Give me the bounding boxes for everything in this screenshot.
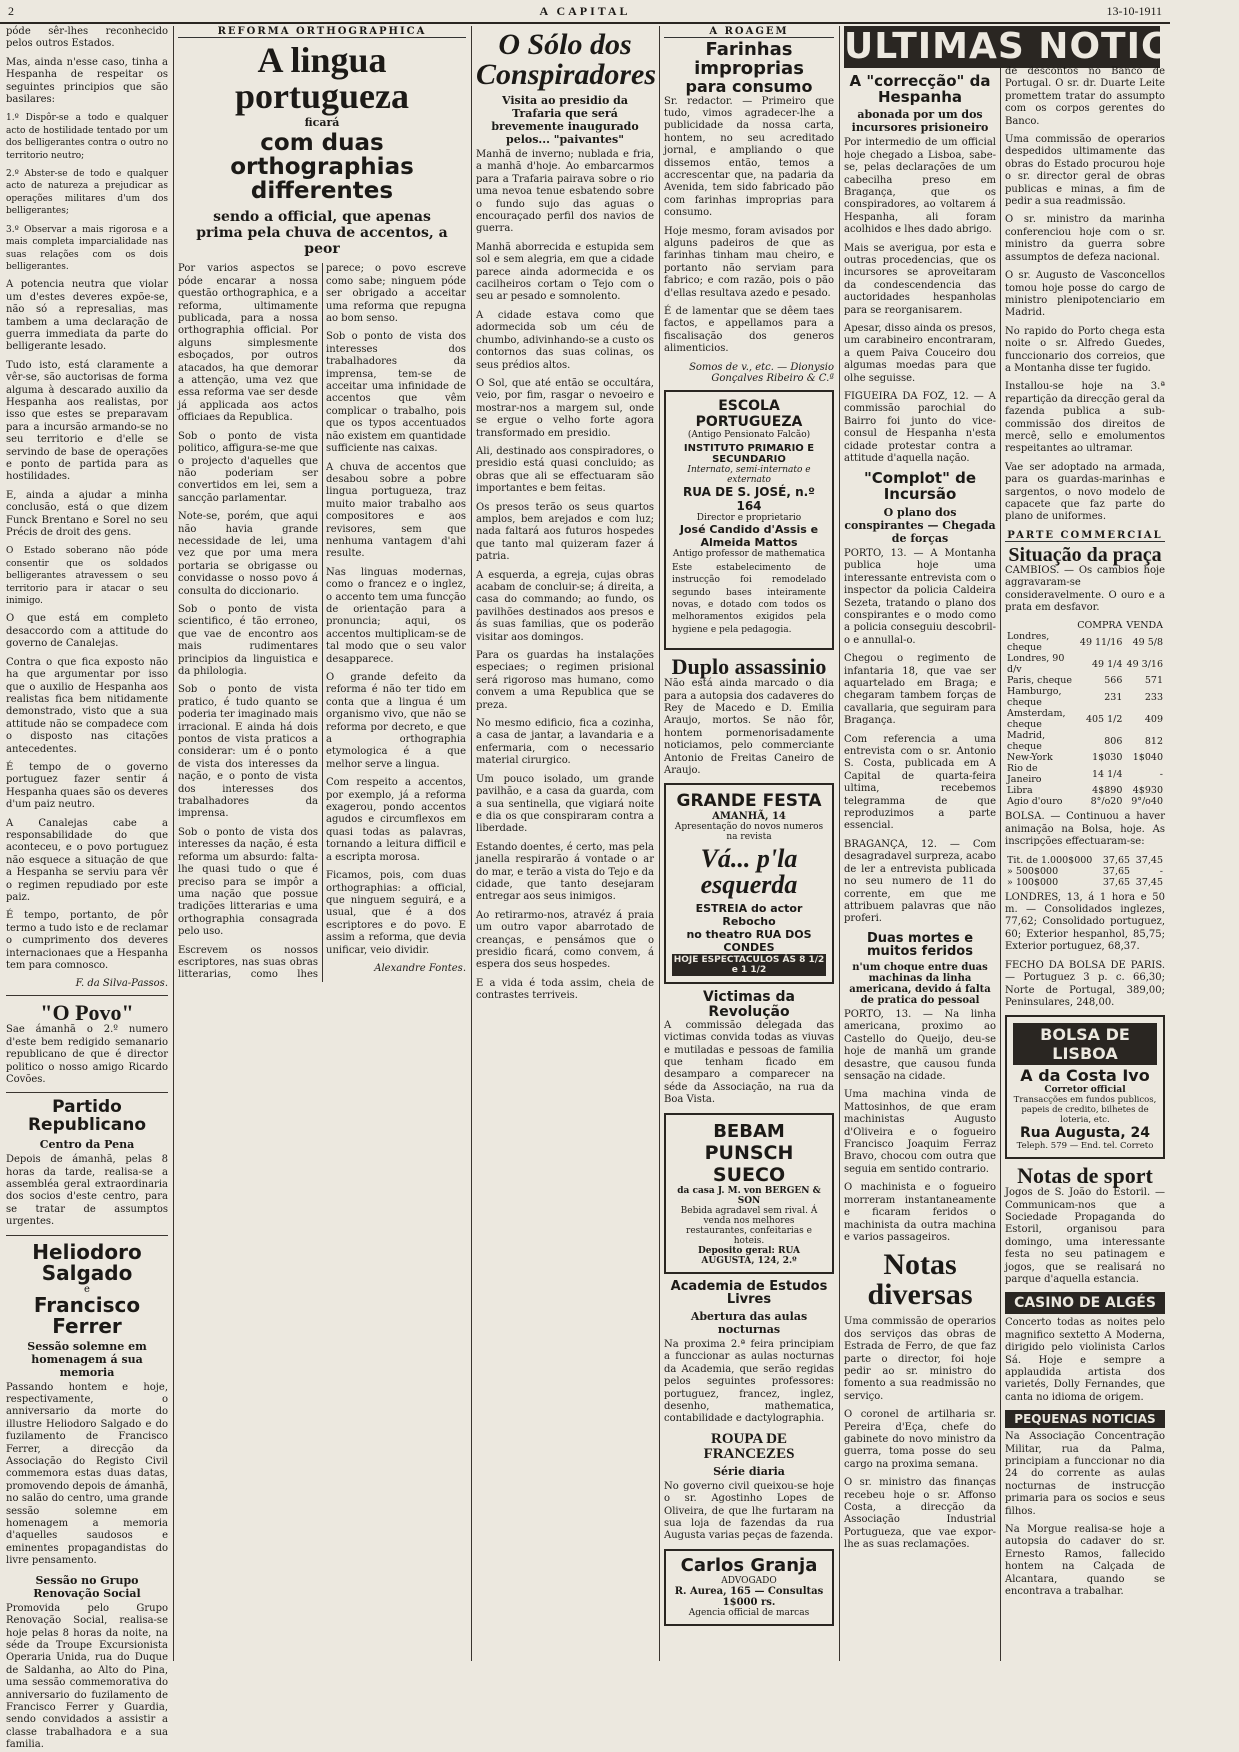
punsch-deposit: Deposito geral: RUA AUGUSTA, 124, 2.º — [697, 1245, 801, 1266]
article-text: A cidade estava como que adormecida sob um céu de chumbo, adivinhando-se a custo os contornos das suas colinas, os seus prédios altos. — [476, 309, 654, 371]
bebam-title: BEBAM — [713, 1120, 785, 1142]
escola-credential: Antigo professor de mathematica — [672, 548, 826, 559]
table-cell: 231 — [1104, 691, 1123, 703]
article-text: O coronel de artilharia sr. Pereira d'Eça, chefe do gabinete do novo ministro da guerra, toma posse do seu cargo na proxima semana. — [844, 1409, 996, 1470]
table-row — [1005, 855, 1165, 866]
column-1 — [6, 26, 168, 1751]
punsch-advert — [664, 1113, 834, 1274]
table-cell: 571 — [1144, 675, 1163, 687]
farinhas-headline-2: para consumo — [685, 76, 813, 96]
article-signature: Somos de v., etc. — Dionysio Gonçalves Ribeiro & C.ª — [689, 361, 834, 384]
table-cell: Paris, cheque — [1007, 675, 1073, 687]
ferrer-heading: Francisco Ferrer — [33, 1292, 141, 1338]
sport-headline: Notas de sport — [1017, 1163, 1153, 1189]
article-text: Ao retirarmo-nos, atravéz á praia um outro vapor abarrotado de creanças, e pensámos que o presidio ficará, como convem, á espera dos seus hospedes. — [476, 909, 654, 971]
article-text: No mesmo edificio, fica a cozinha, a casa de jantar, a lavandaria e a enfermaria, com o necessario material cirurgico. — [476, 718, 654, 767]
table-cell: 4$930 — [1132, 785, 1163, 797]
article-text: Manhã de inverno; nublada e fria, a manhã d'hoje. Ao embarcarmos para a Trafaria pairava sobre o rio uma nevoa tenue esbatendo sobre o fundo sujo das aguas o encouraçado perfil dos navios de guerra. — [476, 149, 654, 235]
article-text: Os presos terão os seus quartos amplos, bem arejados e com luz; nada faltará aos futuros hospedes que tanto mal quizeram fazer á patria. — [476, 501, 654, 563]
article-text: BOLSA. — Continuou a haver animação na Bolsa, hoje. As inscripções effectuaram-se: — [1005, 811, 1165, 848]
column-rule — [659, 26, 660, 1661]
article-text: É tempo, portanto, de pôr termo a tudo isto e de reclamar o cumprimento dos deveres internacionaes que a Hespanha tem para comnosco. — [6, 910, 168, 972]
article-text: 2.º Abster-se de todo e qualquer acto de natureza a prejudicar as operações militares d'um dos belligerantes; — [6, 169, 168, 217]
table-cell: Agio d'ouro — [1007, 796, 1063, 808]
article-text: Ali, destinado aos conspiradores, o presidio está quasi concluido; as obras que ali se effectuaram são importantes e bem feitas. — [476, 445, 654, 495]
article-text: No rapido do Porto chega esta noite o sr. Alfredo Guedes, funccionario dos correios, que a Montanha disse ter fugido. — [1005, 325, 1165, 374]
article-text: Installou-se hoje na 3.ª repartição da direcção geral da fazenda publica a sub-commissão dos direitos de mercê, sello e emolumentos respeitantes ao ultramar. — [1005, 381, 1165, 455]
correccao-headline: A "correcção" da Hespanha — [849, 71, 991, 106]
costa-telephone: Teleph. 579 — End. tel. Correto — [1016, 1141, 1154, 1152]
escola-text: Este estabelecimento de instrucção foi remodelado segundo bases inteiramente novas, e dotado com todos os melhoramentos exigidos pela hygiene e pela pedagogia. — [672, 562, 826, 635]
article-text: Mais se averigua, por esta e outras procedencias, que os incursores se aproveitaram da condescendencia das auctoridades hespanholas para se reorganisarem. — [844, 242, 996, 316]
article-text: No governo civil queixou-se hoje o sr. Agostinho Lopes de Oliveira, de que lhe furtaram na sua loja de fazendas da rua Augusta varias peças de fazenda. — [664, 1480, 834, 1542]
article-text: A Canalejas cabe a responsabilidade do que aconteceu, e o povo portuguez não esquece a situação de que a Hespanha se serviu para vêr o regimen repudiado por este paiz. — [6, 817, 168, 903]
article-text: Para os guardas ha instalações especiaes; o regimen prisional será rigoroso mas humano, como convem a uma Republica que se preza. — [476, 650, 654, 711]
situacao-headline: Situação da praça — [1008, 543, 1162, 566]
table-cell: 233 — [1144, 691, 1163, 703]
article-text: CAMBIOS. — Os cambios hoje aggravaram-se consideravelmente. O ouro e a prata em desfavor. — [1005, 564, 1165, 614]
column-4 — [664, 26, 834, 1661]
divider — [6, 1092, 168, 1093]
article-text: Por intermedio de um official hoje chegado a Lisboa, sabe-se, pelas declarações de um cabecilha preso em Bragança, que os conspiradores, ao voltarem á Hespanha, ali foram acolhidos e lhes dado abrigo. — [844, 137, 996, 236]
article-text: Não está ainda marcado o dia para a autopsia dos cadaveres do Rey de Macedo e D. Emilia Araujo, mortos. Se não fôr, hontem pormenorisadamente noticiamos, pelo commerciante Antonio de Freitas Caneiro de Araujo. — [664, 678, 834, 776]
table-cell: 8°/o20 — [1090, 796, 1123, 808]
article-text: A esquerda, a egreja, cujas obras acabam de concluir-se; á direita, a casa do commando; ao fundo, os pavilhões destinados aos presos e ás suas familias, que os poderão visitar aos domingos. — [476, 569, 654, 643]
table-cell: Londres, 90 d/v — [1007, 653, 1065, 676]
article-text: Um pouco isolado, um grande pavilhão, e a casa da guarda, com a sua sentinella, que vigiará noite e dia os que conspiraram contra a liberdade. — [476, 773, 654, 835]
victimas-headline: Victimas da Revolução — [703, 989, 795, 1021]
table-cell: 4$890 — [1092, 785, 1123, 797]
article-text: Sae ámanhã o 2.º numero d'este bem redigido semanario republicano de que é director politico o nosso amigo Ricardo Covões. — [6, 1024, 168, 1086]
homenagem-subheading: Sessão solemne em homenagem á sua memoria — [27, 1339, 147, 1379]
table-row — [1005, 796, 1165, 807]
column-3 — [476, 26, 657, 1661]
article-text: A chuva de accentos que desabou sobre a pobre lingua portugueza, traz muito maior trabalho aos compositores e aos revisores, sem que nenhuma vantagem d'ahi resulte. — [326, 461, 466, 560]
escola-institute: INSTITUTO PRIMARIO E SECUNDARIO — [683, 442, 815, 465]
article-text: O sr. ministro das finanças recebeu hoje o sr. Affonso Costa, a direcção da Associação Industrial Portugueza, que vae expor-lhe as suas reclamações. — [844, 1477, 996, 1551]
page-number: 2 — [8, 3, 14, 18]
article-text: LONDRES, 13, á 1 hora e 50 m. — Consolidados inglezes, 77,62; Consolidado portuguez, 60; Exterior hespanhol, 85,75; Exterior portuguez, 68,37. — [1005, 891, 1165, 953]
punsch-text: Bebida agradavel sem rival. Á venda nos melhores restaurantes, confeitarias e hoteis. — [680, 1205, 818, 1246]
article-text: Na Morgue realisa-se hoje a autopsia do cadaver do sr. Ernesto Ramos, fallecido hontem na Calçada de Alcantara, quando se encontrava a trabalhar. — [1005, 1524, 1165, 1598]
table-cell: Amsterdam, cheque — [1007, 708, 1066, 731]
table-row — [1005, 763, 1165, 785]
article-text: E a vida é toda assim, cheia de contrastes terriveis. — [476, 977, 654, 1002]
article-text: O machinista e o fogueiro morreram instantaneamente e ficaram feridos o machinista da outra machina e varios passageiros. — [844, 1182, 996, 1243]
table-cell: - — [1159, 865, 1163, 877]
article-text: Note-se, porém, que aqui não havia grande necessidade de lei, uma vez que por uma mera portaria se obrigasse ou convidasse o nosso povo á consulta do diccionario. — [178, 511, 318, 597]
table-cell: New-York — [1007, 752, 1053, 764]
parte-commercial-kicker: PARTE COMMERCIAL — [1005, 530, 1165, 542]
va-theatre: no theatro RUA DOS CONDES — [686, 928, 812, 955]
escola-title: ESCOLA PORTUGUEZA — [695, 397, 803, 430]
table-cell: 409 — [1144, 713, 1163, 725]
article-text: A potencia neutra que violar um d'estes deveres expõe-se, não só a represalias, mas tambem a uma declaração de guerra immediata da parte do belligerante lesado. — [6, 279, 168, 353]
table-cell: 405 1/2 — [1085, 713, 1123, 725]
table-cell: 9°/o40 — [1131, 796, 1163, 808]
section-kicker: REFORMA ORTHOGRAPHICA — [178, 26, 466, 38]
column-rule — [1000, 26, 1001, 1661]
table-cell: - — [1159, 768, 1163, 780]
cambios-table — [1005, 620, 1165, 807]
article-text: Uma commissão de operarios dos serviços das obras de Estrada de Ferro, de que faz parte o director, foi hoje pedir ao sr. ministro do fomento a sua readmissão no serviço. — [844, 1316, 996, 1402]
article-text: O Estado soberano não póde consentir que os soldados belligerantes atravessem o seu territorio para ir atacar o seu inimigo. — [6, 546, 168, 607]
table-cell: 14 1/4 — [1092, 768, 1123, 780]
article-text: de descontos no Banco de Portugal. O sr. dr. Duarte Leite promettem tratar do assumpto com os corpos gerentes do Banco. — [1005, 66, 1165, 127]
table-row — [1005, 730, 1165, 752]
pequenas-headline: PEQUENAS NOTICIAS — [1005, 1410, 1165, 1428]
main-headline: A lingua portugueza — [235, 40, 409, 116]
running-header — [0, 0, 1170, 24]
article-text: Contra o que fica exposto não ha que argumentar por isso que o auxilio de Hespanha aos realistas fica bem nitidamente demonstrado, visto que a sua attitude não se compadece com o disposto nas citações antecedentes. — [6, 656, 168, 755]
table-cell: 37,65 — [1102, 876, 1131, 888]
issue-date: 13-10-1911 — [1106, 3, 1162, 18]
table-cell: 49 5/8 — [1132, 636, 1163, 648]
column-header: VENDA — [1126, 620, 1163, 632]
table-cell: 566 — [1104, 675, 1123, 687]
table-row — [1005, 708, 1165, 730]
mortes-headline: Duas mortes e muitos feridos — [866, 930, 974, 960]
column-header: COMPRA — [1077, 620, 1123, 632]
article-text: FECHO DA BOLSA DE PARIS. — Portuguez 3 p. c. 66,30; Norte de Portugal, 389,00; Peninsulares, 248,00. — [1005, 959, 1165, 1008]
escola-director: José Candido d'Assis e Almeida Mattos — [679, 522, 819, 549]
column-rule — [173, 26, 174, 1661]
table-row — [1005, 631, 1165, 653]
table-cell: Londres, cheque — [1007, 631, 1050, 654]
column-header — [1005, 620, 1075, 631]
escola-director-label: Director e proprietario — [696, 512, 802, 523]
article-text: A commissão delegada das victimas convida todas as viuvas e mutiladas e pessoas de familia que tenham ficado em desamparo a comparecer na séde da Associação, na rua da Boa Vista. — [664, 1019, 834, 1106]
table-row — [1005, 877, 1165, 888]
table-cell: » 100$000 — [1007, 876, 1059, 888]
divider — [6, 1235, 168, 1236]
carlos-role: ADVOGADO — [721, 1575, 777, 1586]
column-6 — [1005, 66, 1165, 1661]
article-text: PORTO, 13. — Na linha americana, proximo ao Castello do Queijo, deu-se hoje de manhã um grande desastre, que causou funda sensação na cidade. — [844, 1009, 996, 1083]
article-text: É tempo de o governo portuguez fazer sentir á Hespanha quaes são os deveres d'um paiz neutro. — [6, 761, 168, 811]
solo-headline: O Sólo dos Conspiradores — [476, 28, 657, 91]
va-subtitle: ESTREIA do actor Rebocho — [695, 902, 803, 929]
article-text: Na proxima 2.ª feira principiam a funccionar as aulas nocturnas da Academia, que serão regidas pelos seguintes professores: portuguez, francez, inglez, desenho, mathematica, contabilidade e dactylographia. — [664, 1338, 834, 1425]
table-row — [1005, 675, 1165, 686]
article-text: 3.º Observar a mais rigorosa e a mais completa imparcialidade nas suas relações com os dois belligerantes. — [6, 224, 168, 272]
partido-heading: Partido Republicano — [27, 1097, 147, 1136]
festa-advert — [664, 783, 834, 984]
article-text: Na Associação Concentração Militar, rua da Palma, principiam a funccionar no dia 24 do corrente as aulas nocturnas de instrucção primaria para os socios e seus filhos. — [1005, 1431, 1165, 1517]
article-text: Vae ser adoptado na armada, para os guardas-marinhas e sargentos, o novo modelo de capacete que faz parte do plano de uniformes. — [1005, 461, 1165, 523]
table-row — [1005, 785, 1165, 796]
table-cell: Libra — [1007, 785, 1033, 797]
article-text: Com respeito a accentos, por exemplo, já a reforma exagerou, pondo accentos agudos e circumflexos em quasi todas as palavras, tornando a leitura difficil e a escripta morosa. — [326, 777, 466, 863]
carlos-title: Carlos Granja — [680, 1554, 818, 1576]
table-row — [1005, 752, 1165, 763]
costa-name: A da Costa Ivo — [1020, 1066, 1150, 1086]
table-cell: 37,45 — [1135, 854, 1163, 866]
table-cell: Madrid, cheque — [1007, 730, 1046, 753]
article-text: FIGUEIRA DA FOZ, 12. — A commissão parochial do Bairro foi junto do vice-consul de Hespanha n'esta cidade protestar contra a attitude d'aquella nação. — [844, 391, 996, 465]
article-text: Sob o ponto de vista dos interesses dos trabalhadores da imprensa, tem-se de acceitar uma infinidade de accentos que vêm complicar o trabalho, pois que os typos accentuados não existem em quantidade sufficiente nas caixas. — [326, 331, 466, 455]
table-cell: 49 11/16 — [1079, 636, 1123, 648]
va-times: HOJE ESPECTACULOS ÁS 8 1/2 e 1 1/2 — [673, 955, 825, 976]
article-text: Passando hontem e hoje, respectivamente, o anniversario da morte do illustre Heliodoro Salgado e do fuzilamento de Francisco Ferrer, a direcção da Associação do Registo Civil commemora estas duas datas, promovendo depois de ámanhã, no salão do centro, uma grande sessão solemne em homenagem a memoria d'aquelles saudosos e eminentes propagandistas do livre pensamento. — [6, 1381, 168, 1567]
article-text: O Sol, que até então se occultára, veio, por fim, rasgar o nevoeiro e mostrar-nos a margem sul, onde se ergue o velho forte agora transformado em presidio. — [476, 377, 654, 439]
table-cell: Rio de Janeiro — [1007, 763, 1042, 786]
article-text: Com referencia a uma entrevista com o sr. Antonio S. Costa, publicada em A Capital de quarta-feira ultima, recebemos telegramma de que reproduzimos a parte essencial. — [844, 733, 996, 832]
escola-subtitle: (Antigo Pensionato Falcão) — [687, 429, 811, 440]
article-signature: F. da Silva-Passos. — [75, 978, 168, 990]
academia-subheading: Abertura das aulas nocturnas — [690, 1309, 808, 1336]
table-cell: 37,45 — [1135, 876, 1163, 888]
roupa-subheading: Série diaria — [713, 1464, 785, 1478]
article-text: Depois de ámanhã, pelas 8 horas da tarde, realisa-se a assembléa geral extraordinaria dos socios d'este centro, para se tratar de assumptos urgentes. — [6, 1154, 168, 1228]
table-cell: Hamburgo, cheque — [1007, 686, 1062, 709]
article-text: O sr. Augusto de Vasconcellos tomou hoje posse do cargo de ministro plenipotenciario em Madrid. — [1005, 270, 1165, 319]
costa-address: Rua Augusta, 24 — [1019, 1125, 1150, 1142]
renovacao-subheading: Sessão no Grupo Renovação Social — [33, 1573, 141, 1600]
article-signature: Alexandre Fontes. — [374, 962, 466, 974]
carlos-address: R. Aurea, 165 — Consultas 1$000 rs. — [674, 1585, 824, 1608]
notas-diversas-headline: Notas diversas — [867, 1248, 973, 1312]
article-body — [178, 263, 466, 981]
conjunction: e — [84, 1283, 90, 1295]
bolsa-table — [1005, 855, 1165, 888]
casino-headline: CASINO DE ALGÉS — [1005, 1292, 1165, 1314]
article-text: O sr. ministro da marinha conferenciou hoje com o sr. ministro da guerra sobre assumptos de defeza nacional. — [1005, 214, 1165, 263]
academia-headline: Academia de Estudos Livres — [670, 1278, 828, 1308]
article-text: Tudo isto, está claramente a vêr-se, são auctorisas de forma alguma à descarado auxilio da Hespanha aos realistas, por isso que estes se preparavam para a incursão armando-se no seu territorio e d'elle se servindo de base de operações e ponto de partida para as hostilidades. — [6, 359, 168, 483]
column-rule — [839, 26, 840, 1661]
va-title: Vá... p'la esquerda — [700, 844, 798, 900]
article-text: Nas linguas modernas, como o francez e o inglez, o accento tem uma funcção de orientação para a pronuncia; aqui, os accentos multiplicam-se de tal modo que o seu valor desapparece. — [326, 566, 466, 665]
duplo-headline: Duplo assassinio — [671, 654, 827, 680]
table-row — [1005, 653, 1165, 675]
escola-advert — [664, 390, 834, 650]
article-text: Sob o ponto de vista pratico, é tudo quanto se poderia ter imaginado mais irracional. E ainda há dois pontos de vista praticos a considerar: um é o ponto de vista dos interesses da nação, e o ponto de vista dos interesses dos trabalhadores da imprensa. — [178, 684, 318, 820]
correccao-subheading: abonada por um dos incursores prisioneiro — [851, 108, 989, 135]
article-text: Jogos de S. João do Estoril. — Communicam-nos que a Sociedade Propaganda do Estoril, organisou para domingo, uma interessante festa no seu patinagem e jogos, que se realisará no parque d'aquella estancia. — [1005, 1187, 1165, 1285]
article-text: É de lamentar que se dêem taes factos, e appellamos para a fiscalisação dos generos alimenticios. — [664, 306, 834, 355]
table-cell: 49 1/4 — [1092, 658, 1123, 670]
punsch-subtitle: da casa J. M. von BERGEN & SON — [677, 1185, 821, 1206]
solo-subheading: Visita ao presidio da Trafaria que será brevemente inaugurado pelos... "paivantes" — [491, 94, 639, 146]
article-text: 1.º Dispôr-se a todo e qualquer acto de hostilidade tentado por um dos belligerantes contra o outro no territorio neutro; — [6, 113, 168, 161]
article-text: Manhã aborrecida e estupida sem sol e sem alegria, em que a cidade parece ainda adormecida e os cacilheiros cortam o Tejo com o seu ar pesado e somnolento. — [476, 241, 654, 303]
carlos-note: Agencia official de marcas — [688, 1607, 810, 1618]
table-cell: 812 — [1144, 735, 1163, 747]
roupa-headline: ROUPA DE FRANCEZES — [703, 1430, 795, 1462]
article-text: E, ainda a ajudar a minha conclusão, está o que dizem Funck Brentano e Sorel no seu Précis de droit des gens. — [6, 489, 168, 539]
table-header — [1005, 620, 1165, 631]
table-cell: 1$040 — [1132, 752, 1163, 764]
table-row — [1005, 686, 1165, 708]
column-2 — [178, 26, 466, 1661]
article-text: póde sêr-lhes reconhecido pelos outros Estados. — [6, 26, 168, 50]
article-text: Uma commissão de operarios despedidos ultimamente das obras do Estado procurou hoje o sr. director geral de obras publicas e minas, a fim de pedir a sua readmissão. — [1005, 134, 1165, 208]
table-cell: 806 — [1104, 735, 1123, 747]
article-text: Sob o ponto de vista dos interesses da nação, é esta reforma um absurdo: falta-lhe quasi tudo o que é preciso para se impôr a uma nação que possue tradições litterarias e uma orthographia consagrada pelo uso. — [178, 826, 318, 938]
article-text: Por varios aspectos se póde encarar a nossa questão orthographica, e a reforma, ultimamente publicada, para a nossa orthographia official. Por alguns simplesmente esboçados, por outros atacados, ha que demorar a attenção, uma vez que essa reforma vae ser desde já applicada aos actos officiaes da Republica. — [178, 263, 318, 424]
article-text: Estando doentes, é certo, mas pela janella respirarão á vontade o ar do mar, e terão a vista do Tejo e da cidade, que tanto desejaram entregar aos seus inimigos. — [476, 841, 654, 903]
article-text: BRAGANÇA, 12. — Com desagradavel surpreza, acabo de ler a entrevista publicada no seu numero de 11 do corrente, em que me attribuem palavras que não proferi. — [844, 838, 996, 925]
table-cell: » 500$000 — [1007, 865, 1059, 877]
article-text: Mas, ainda n'esse caso, tinha a Hespanha de respeitar os seguintes principios que são basilares: — [6, 56, 168, 106]
complot-headline: "Complot" de Incursão — [863, 469, 977, 504]
main-headline-2: com duas orthographias differentes — [230, 130, 414, 205]
table-cell: 1$030 — [1092, 752, 1123, 764]
festa-title: GRANDE FESTA — [676, 791, 822, 812]
article-text: Escrevem os nossos escriptores, nas suas obras litterarias, como lhes parece; o povo escreve como sabe; ninguem póde ser obrigado a acceitar uma reforma que repugna ao bom senso. — [178, 263, 466, 981]
article-text: Sr. redactor. — Primeiro que tudo, vimos agradecer-lhe a publicidade da nossa carta, hontem, no seu acreditado jornal, e ampliando o que dissemos então, temos a accrescentar que, na padaria da Avenida, tem sido fabricado pão com farinhas improprias para consumo. — [664, 95, 834, 219]
article-subheading: sendo a official, que apenas prima pela chuva de accentos, a peor — [196, 209, 448, 258]
divider — [6, 995, 168, 996]
masthead: A CAPITAL — [539, 3, 631, 18]
escola-regime: Internato, semi-internato e externato — [687, 464, 811, 485]
article-text: O que está em completo desaccordo com a attitude do governo de Canalejas. — [6, 613, 168, 650]
mortes-subheading: n'um choque entre duas machinas da linha americana, devido á falta de pratica do pessoal — [849, 962, 991, 1007]
article-text: Ficamos, pois, com duas orthographias: a official, que ninguem seguirá, e a usual, que é a dos escriptores e do povo. E assim a reforma, que devia unificar, veio dividir. — [326, 870, 466, 956]
partido-subheading: Centro da Pena — [39, 1138, 135, 1152]
article-text: Promovida pelo Grupo Renovação Social, realisa-se hoje pelas 8 horas da noite, na séde da Troupe Excursionista Operaria Unida, rua do Duque de Saldanha, ao Alto do Pina, uma sessão commemorativa do anniversario do fuzilamento de Francisco Ferrer y Guardia, sendo convidados a assistir a classe trabalhadora e a sua familia. — [6, 1602, 168, 1751]
table-cell: Tit. de 1.000$000 — [1007, 854, 1093, 866]
headline-connector: ficará — [304, 116, 340, 129]
article-text: Uma machina vinda de Mattosinhos, de que eram machinistas Augusto d'Oliveira e o fogueiro Francisco Joaquim Ferraz Bravo, chocou com outra que seguia em sentido contrario. — [844, 1089, 996, 1175]
article-text: Chegou o regimento de infantaria 18, que vae ser aquartelado em Braga; e chegaram tambem forças de cavallaria, que seguiram para Bragança. — [844, 653, 996, 727]
carlos-advert — [664, 1549, 834, 1626]
costa-role: Corretor official — [1044, 1085, 1126, 1096]
table-cell: 49 3/16 — [1126, 658, 1163, 670]
bolsa-lisboa-title: BOLSA DE LISBOA — [1013, 1023, 1157, 1065]
farinhas-headline: Farinhas improprias — [694, 39, 804, 79]
article-text: PORTO, 13. — A Montanha publica hoje uma interessante entrevista com o inspector da policia Caldeira Sezeta, tratando o plano dos conspirantes e o modo como a policia conseguiu descobril-o e annullal-o. — [844, 547, 996, 646]
povo-heading: "O Povo" — [40, 1000, 134, 1026]
complot-subheading: O plano dos conspirantes — Chegada de forças — [844, 505, 996, 545]
heliodoro-heading: Heliodoro Salgado — [32, 1239, 142, 1285]
article-text: Sob o ponto de vista politico, affigura-se-me que o projecto d'aquelles que não poderiam ser convertidos em lei, sem a sancção parlamentar. — [178, 430, 318, 504]
bolsa-lisboa-advert — [1005, 1015, 1165, 1159]
article-text: Hoje mesmo, foram avisados por alguns padeiros de que as farinhas tinham mau cheiro, e portanto não serviam para fabrico; e com razão, pois o pão d'ellas resultava azedo e pesado. — [664, 225, 834, 299]
costa-transactions: Transacções em fundos publicos, papeis de credito, bilhetes de loteria, etc. — [1013, 1095, 1157, 1126]
article-text: Sob o ponto de vista scientifico, é tão erroneo, que vae de encontro aos mais rudimentares principios da linguistica e da philologia. — [178, 603, 318, 678]
festa-text: Apresentação do novos numeros na revista — [674, 822, 824, 843]
section-kicker: A ROAGEM — [664, 26, 834, 38]
festa-date: AMANHÃ, 14 — [712, 811, 786, 823]
article-text: Apesar, disso ainda os presos, um carabineiro encontraram, a quem Paiva Couceiro dou algumas moedas para que olhe seguisse. — [844, 322, 996, 384]
escola-address: RUA DE S. JOSÉ, n.º 164 — [683, 484, 815, 513]
punsch-title: PUNSCH SUECO — [704, 1141, 794, 1186]
article-text: Concerto todas as noites pelo magnifico sextetto A Moderna, dirigido pelo violinista Carlos Sá. Hoje e sempre a applaudida artista dos varietés, Dolly Fernandes, que canta no idioma de origem. — [1005, 1317, 1165, 1403]
article-text: O grande defeito da reforma é não ter tido em conta que a lingua é um organismo vivo, que não se reforma por decreto, e que a orthographia etymologica é a que melhor serve a lingua. — [326, 672, 466, 770]
column-rule — [471, 26, 472, 1661]
table-row — [1005, 866, 1165, 877]
table-cell: 37,65 — [1102, 865, 1131, 877]
ultimas-noticias-banner: ULTIMAS NOTICIAS — [844, 26, 1239, 67]
table-cell: 37,65 — [1102, 854, 1131, 866]
